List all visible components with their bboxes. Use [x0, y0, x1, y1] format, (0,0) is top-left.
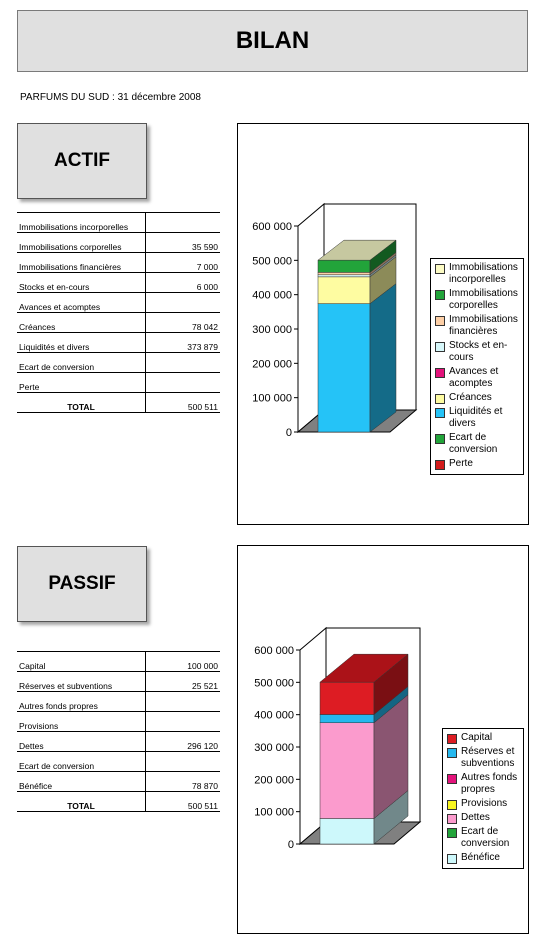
legend-swatch	[435, 368, 445, 378]
bar-segment	[318, 260, 370, 272]
table-row	[17, 732, 220, 752]
row-value	[146, 353, 221, 373]
row-value	[146, 692, 221, 712]
y-tick-label: 0	[285, 427, 292, 439]
total-value: 500 511	[146, 393, 221, 413]
legend-item	[435, 288, 519, 312]
table-row	[17, 772, 220, 792]
row-value	[146, 752, 221, 772]
row-value	[146, 712, 221, 732]
legend-item	[447, 852, 519, 864]
legend-item	[435, 366, 519, 390]
row-label: Avances et acomptes	[17, 293, 146, 313]
legend-label: Perte	[449, 458, 473, 469]
row-value: 373 879	[146, 333, 221, 353]
bar-segment	[320, 682, 374, 714]
row-label: Créances	[17, 313, 146, 333]
legend-swatch	[435, 342, 445, 352]
row-value: 78 870	[146, 772, 221, 792]
table-row	[17, 333, 220, 353]
legend-label: Avances et acomptes	[449, 366, 499, 389]
table-row	[17, 313, 220, 333]
row-label: Ecart de conversion	[17, 752, 146, 772]
legend-item	[435, 392, 519, 404]
total-row	[17, 792, 220, 812]
passif-heading: PASSIF	[17, 546, 147, 622]
legend-item	[447, 746, 519, 770]
row-value: 35 590	[146, 233, 221, 253]
row-label: Capital	[17, 652, 146, 672]
total-value: 500 511	[146, 792, 221, 812]
row-label: Stocks et en-cours	[17, 273, 146, 293]
y-tick-label: 300 000	[252, 324, 292, 336]
row-label: Réserves et subventions	[17, 672, 146, 692]
legend-swatch	[447, 854, 457, 864]
passif-chart-legend	[442, 728, 524, 869]
y-tick-label: 500 000	[254, 677, 294, 690]
legend-swatch	[435, 316, 445, 326]
bar-segment	[318, 272, 370, 274]
legend-label: Ecart de conversion	[461, 826, 510, 849]
table-row	[17, 373, 220, 393]
legend-label: Dettes	[461, 812, 490, 823]
legend-swatch	[447, 800, 457, 810]
y-tick-label: 600 000	[254, 645, 294, 657]
legend-item	[447, 812, 519, 824]
table-row	[17, 213, 220, 233]
y-tick-label: 600 000	[252, 221, 292, 233]
row-label: Immobilisations financières	[17, 253, 146, 273]
row-label: Autres fonds propres	[17, 692, 146, 712]
y-tick-label: 200 000	[254, 774, 294, 787]
total-label: TOTAL	[17, 792, 146, 812]
legend-item	[435, 340, 519, 364]
bar-segment	[320, 715, 374, 723]
legend-label: Créances	[449, 392, 492, 403]
legend-label: Autres fonds propres	[461, 772, 518, 795]
legend-item	[435, 432, 519, 456]
legend-label: Réserves et subventions	[461, 746, 515, 769]
y-tick-label: 500 000	[252, 255, 292, 268]
legend-swatch	[447, 774, 457, 784]
table-row	[17, 752, 220, 772]
row-label: Liquidités et divers	[17, 333, 146, 353]
legend-swatch	[435, 264, 445, 274]
row-value	[146, 373, 221, 393]
table-row	[17, 253, 220, 273]
row-value: 78 042	[146, 313, 221, 333]
legend-label: Immobilisations financières	[449, 314, 518, 337]
legend-item	[447, 772, 519, 796]
actif-heading: ACTIF	[17, 123, 147, 199]
row-label: Immobilisations incorporelles	[17, 213, 146, 233]
legend-label: Bénéfice	[461, 852, 500, 863]
row-value	[146, 293, 221, 313]
y-tick-label: 300 000	[254, 742, 294, 754]
table-row	[17, 233, 220, 253]
row-label: Immobilisations corporelles	[17, 233, 146, 253]
bar-segment	[320, 723, 374, 819]
y-tick-label: 0	[287, 839, 294, 851]
table-row	[17, 672, 220, 692]
legend-swatch	[435, 394, 445, 404]
y-tick-label: 400 000	[252, 289, 292, 302]
legend-label: Ecart de conversion	[449, 432, 498, 455]
y-tick-label: 400 000	[254, 709, 294, 722]
passif-chart	[237, 545, 529, 934]
legend-item	[435, 314, 519, 338]
bar-segment	[318, 304, 370, 432]
actif-chart	[237, 123, 529, 525]
row-value: 25 521	[146, 672, 221, 692]
row-label: Perte	[17, 373, 146, 393]
legend-swatch	[447, 814, 457, 824]
table-row	[17, 353, 220, 373]
row-label: Ecart de conversion	[17, 353, 146, 373]
legend-label: Provisions	[461, 798, 508, 809]
legend-swatch	[435, 290, 445, 300]
y-tick-label: 100 000	[252, 392, 292, 405]
legend-item	[435, 262, 519, 286]
bar-segment	[318, 275, 370, 277]
page-title: BILAN	[17, 10, 528, 72]
y-tick-label: 200 000	[252, 358, 292, 371]
legend-label: Capital	[461, 732, 493, 743]
legend-swatch	[447, 828, 457, 838]
total-label: TOTAL	[17, 393, 146, 413]
legend-swatch	[435, 408, 445, 418]
legend-label: Immobilisations incorporelles	[449, 262, 518, 285]
legend-item	[447, 732, 519, 744]
legend-item	[447, 798, 519, 810]
legend-label: Liquidités et divers	[449, 406, 503, 429]
legend-item	[435, 406, 519, 430]
legend-swatch	[435, 434, 445, 444]
bar-segment	[318, 277, 370, 304]
table-row	[17, 652, 220, 672]
table-row	[17, 712, 220, 732]
row-value: 6 000	[146, 273, 221, 293]
actif-table	[17, 212, 220, 413]
company-date-subtitle: PARFUMS DU SUD : 31 décembre 2008	[20, 92, 201, 103]
legend-label: Stocks et en-cours	[449, 340, 508, 363]
bar-segment	[320, 818, 374, 844]
legend-label: Immobilisations corporelles	[449, 288, 518, 311]
legend-swatch	[447, 734, 457, 744]
row-label: Bénéfice	[17, 772, 146, 792]
row-value: 7 000	[146, 253, 221, 273]
table-row	[17, 293, 220, 313]
legend-swatch	[447, 748, 457, 758]
legend-item	[435, 458, 519, 470]
row-label: Dettes	[17, 732, 146, 752]
y-tick-label: 100 000	[254, 806, 294, 819]
bar-segment-side	[370, 284, 396, 432]
actif-chart-legend	[430, 258, 524, 475]
table-row	[17, 273, 220, 293]
legend-item	[447, 826, 519, 850]
row-value	[146, 213, 221, 233]
passif-table	[17, 651, 220, 812]
row-value: 100 000	[146, 652, 221, 672]
table-row	[17, 692, 220, 712]
row-label: Provisions	[17, 712, 146, 732]
row-value: 296 120	[146, 732, 221, 752]
total-row	[17, 393, 220, 413]
legend-swatch	[435, 460, 445, 470]
